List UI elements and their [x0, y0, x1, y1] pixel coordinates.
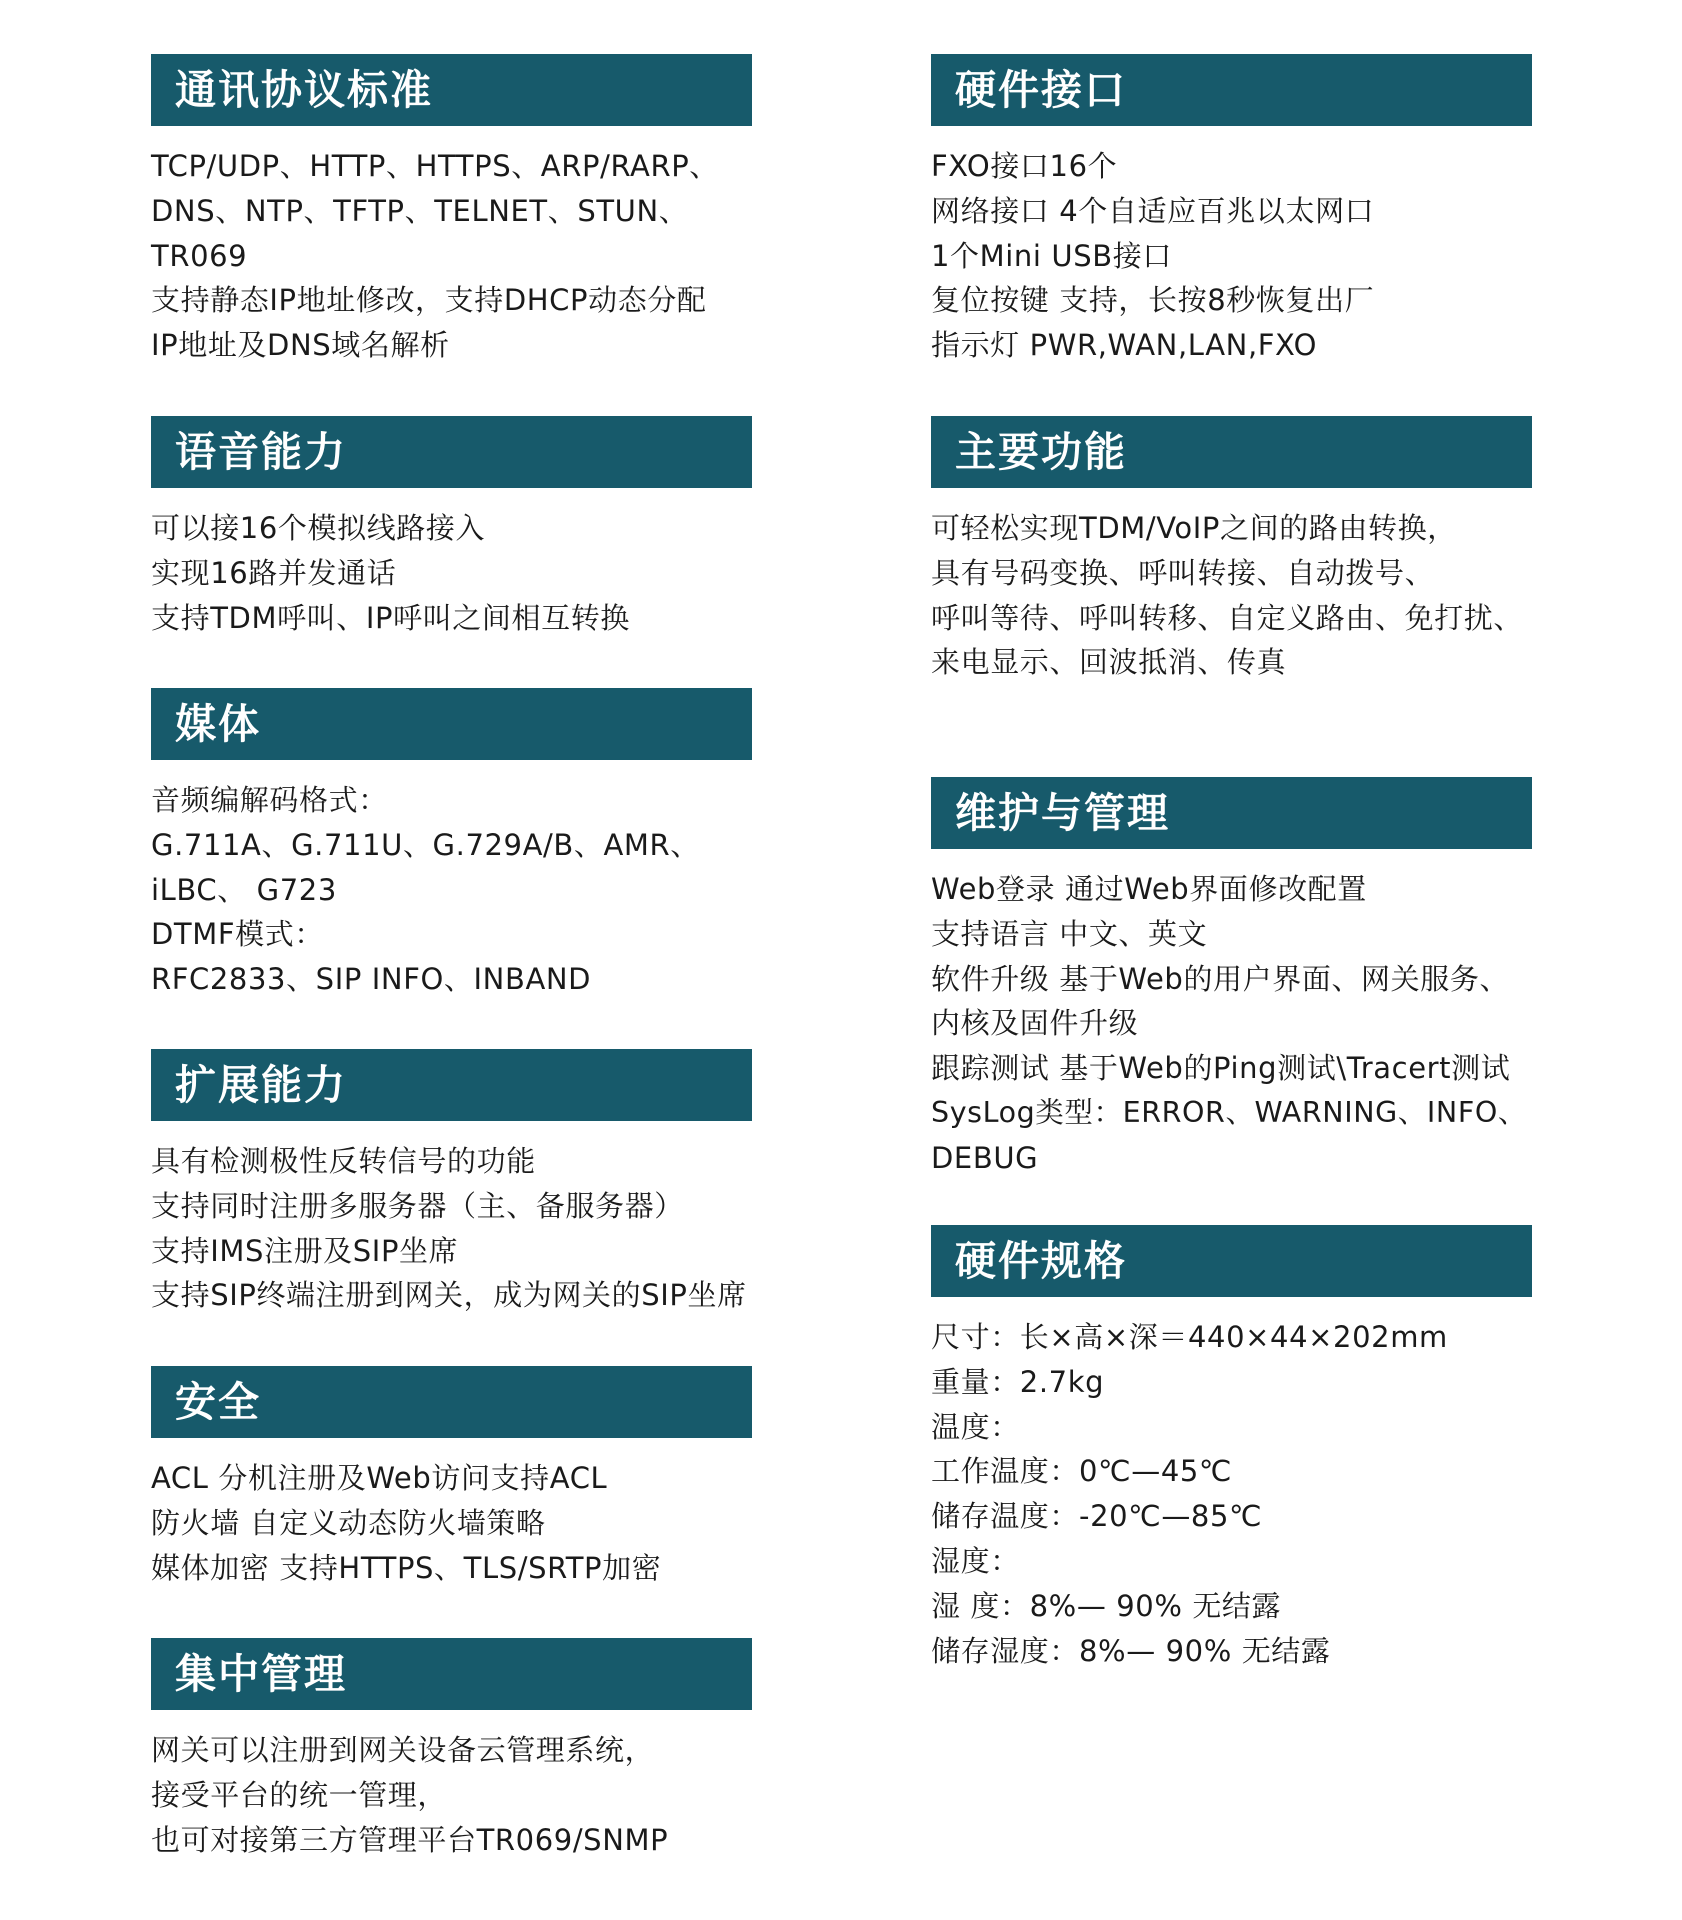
- section-body: [151, 1139, 752, 1318]
- spec-line: 跟踪测试 基于Web的Ping测试\Tracert测试: [931, 1051, 1511, 1086]
- section-title: 集中管理: [175, 1649, 347, 1698]
- spec-line: 湿 度：8%— 90% 无结露: [931, 1588, 1282, 1623]
- spec-line: ACL 分机注册及Web访问支持ACL: [151, 1461, 608, 1495]
- section-body: [931, 144, 1532, 368]
- section-title: 维护与管理: [955, 788, 1170, 837]
- spec-line: 呼叫等待、呼叫转移、自定义路由、免打扰、: [931, 600, 1524, 635]
- spec-line: 音频编解码格式：: [151, 783, 388, 817]
- section-header: [151, 416, 752, 488]
- section-title: 安全: [175, 1377, 261, 1426]
- section-body: [151, 1456, 752, 1590]
- section-header: [151, 1049, 752, 1121]
- section-title: 硬件规格: [955, 1236, 1127, 1285]
- section-hardware-specs: [931, 1225, 1532, 1673]
- section-header: [931, 777, 1532, 849]
- section-communication-protocols: [151, 54, 752, 368]
- section-body: [931, 867, 1532, 1181]
- spec-line: 来电显示、回波抵消、传真: [931, 645, 1287, 680]
- spec-line: 湿度：: [931, 1543, 1020, 1578]
- spec-line: 网络接口 4个自适应百兆以太网口: [931, 193, 1375, 228]
- spec-line: 可以接16个模拟线路接入: [151, 511, 486, 545]
- spec-line: 重量：2.7kg: [931, 1364, 1105, 1399]
- spec-line: 工作温度：0℃—45℃: [931, 1454, 1233, 1489]
- spec-line: 支持同时注册多服务器（主、备服务器）: [151, 1188, 684, 1223]
- spec-line: 实现16路并发通话: [151, 555, 397, 590]
- section-security: [151, 1366, 752, 1590]
- spec-line: Web登录 通过Web界面修改配置: [931, 872, 1367, 906]
- section-title: 语音能力: [175, 427, 347, 476]
- spec-line: 可轻松实现TDM/VoIP之间的路由转换，: [931, 511, 1457, 545]
- section-header: [151, 688, 752, 760]
- spec-line: 指示灯 PWR,WAN,LAN,FXO: [931, 328, 1318, 363]
- spec-line: DNS、NTP、TFTP、TELNET、STUN、: [151, 193, 689, 228]
- section-centralized-management: [151, 1638, 752, 1862]
- section-header: [931, 54, 1532, 126]
- spec-line: 储存温度：-20℃—85℃: [931, 1499, 1263, 1534]
- spec-line: TR069: [151, 238, 248, 273]
- section-media: [151, 688, 752, 1002]
- section-body: [151, 1728, 752, 1862]
- section-header: [931, 1225, 1532, 1297]
- spec-line: 1个Mini USB接口: [931, 238, 1172, 273]
- section-header: [151, 54, 752, 126]
- spec-line: 支持TDM呼叫、IP呼叫之间相互转换: [151, 600, 630, 635]
- section-title: 扩展能力: [175, 1060, 347, 1109]
- section-hardware-interfaces: [931, 54, 1532, 368]
- spec-line: 具有检测极性反转信号的功能: [151, 1144, 536, 1178]
- section-body: [151, 778, 752, 1002]
- spec-line: 储存湿度：8%— 90% 无结露: [931, 1633, 1331, 1668]
- spec-line: RFC2833、SIP INFO、INBAND: [151, 962, 592, 997]
- section-extension-capability: [151, 1049, 752, 1318]
- spec-line: 支持SIP终端注册到网关，成为网关的SIP坐席: [151, 1278, 747, 1313]
- section-header: [931, 416, 1532, 488]
- section-title: 媒体: [175, 699, 261, 748]
- spec-line: TCP/UDP、HTTP、HTTPS、ARP/RARP、: [151, 149, 719, 183]
- spec-line: 防火墙 自定义动态防火墙策略: [151, 1505, 546, 1540]
- section-title: 硬件接口: [955, 65, 1127, 114]
- section-body: [931, 506, 1532, 685]
- section-body: [151, 144, 752, 368]
- section-body: [931, 1315, 1532, 1673]
- spec-line: 接受平台的统一管理，: [151, 1777, 448, 1812]
- spec-line: 也可对接第三方管理平台TR069/SNMP: [151, 1822, 669, 1857]
- spec-line: G.711A、G.711U、G.729A/B、AMR、: [151, 827, 700, 862]
- spec-line: 支持语言 中文、英文: [931, 916, 1208, 951]
- section-main-functions: [931, 416, 1532, 685]
- section-title: 通讯协议标准: [175, 65, 433, 114]
- section-header: [151, 1638, 752, 1710]
- spec-line: DTMF模式：: [151, 917, 324, 952]
- spec-line: 支持静态IP地址修改，支持DHCP动态分配: [151, 283, 707, 318]
- spec-line: 媒体加密 支持HTTPS、TLS/SRTP加密: [151, 1550, 662, 1585]
- spec-line: 具有号码变换、呼叫转接、自动拨号、: [931, 555, 1435, 590]
- section-header: [151, 1366, 752, 1438]
- spec-line: 网关可以注册到网关设备云管理系统，: [151, 1733, 655, 1767]
- spec-line: 内核及固件升级: [931, 1006, 1139, 1041]
- spec-line: SysLog类型：ERROR、WARNING、INFO、: [931, 1095, 1527, 1129]
- spec-line: 支持IMS注册及SIP坐席: [151, 1233, 459, 1268]
- spec-line: 尺寸：长×高×深＝440×44×202mm: [931, 1320, 1448, 1354]
- spec-line: 软件升级 基于Web的用户界面、网关服务、: [931, 961, 1510, 996]
- spec-line: 温度：: [931, 1409, 1020, 1444]
- section-title: 主要功能: [955, 427, 1127, 476]
- spec-line: IP地址及DNS域名解析: [151, 328, 450, 363]
- spec-line: 复位按键 支持，长按8秒恢复出厂: [931, 283, 1375, 318]
- section-body: [151, 506, 752, 640]
- spec-line: FXO接口16个: [931, 149, 1118, 183]
- spec-line: DEBUG: [931, 1140, 1039, 1175]
- spec-line: iLBC、 G723: [151, 872, 337, 907]
- section-maintenance-management: [931, 777, 1532, 1181]
- section-voice-capability: [151, 416, 752, 640]
